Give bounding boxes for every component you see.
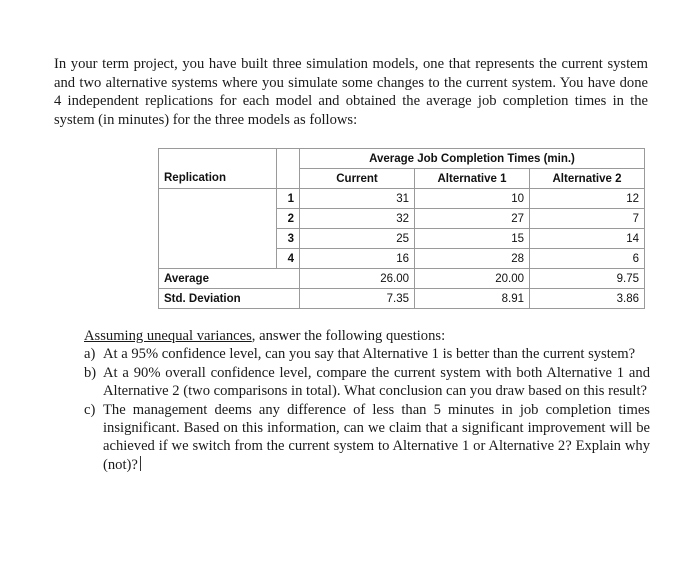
question-text: At a 90% overall confidence level, compare the current system with both Alternative 1 and Alternative 2 (two comparisons in total). What conclusion can you draw based on this result? [103, 364, 650, 400]
column-header-alternative-2: Alternative 2 [530, 169, 645, 189]
question-text: At a 95% confidence level, can you say that Alternative 1 is better than the current system? [103, 346, 636, 363]
question-list [84, 345, 650, 474]
table-cell: 8.91 [415, 289, 530, 309]
replication-number: 4 [277, 249, 300, 269]
table-cell: 26.00 [300, 269, 415, 289]
questions-section [84, 327, 650, 474]
table-row [159, 249, 645, 269]
table-cell: 7.35 [300, 289, 415, 309]
table-group-header-row [159, 149, 645, 169]
question-c [84, 401, 650, 475]
replication-number: 1 [277, 189, 300, 209]
table-cell: 31 [300, 189, 415, 209]
question-b [84, 364, 650, 401]
question-label: c) [84, 401, 96, 418]
table-cell: 27 [415, 209, 530, 229]
table-row [159, 189, 645, 209]
table-cell: 16 [300, 249, 415, 269]
table-cell: 32 [300, 209, 415, 229]
table-column-header-row [159, 169, 645, 189]
average-label: Average [159, 269, 300, 289]
std-deviation-label: Std. Deviation [159, 289, 300, 309]
assumption-line [84, 327, 650, 345]
table-cell: 20.00 [415, 269, 530, 289]
table-cell: 28 [415, 249, 530, 269]
table-cell: 3.86 [530, 289, 645, 309]
table-cell: 7 [530, 209, 645, 229]
table-row [159, 209, 645, 229]
question-text: The management deems any difference of less than 5 minutes in job completion times insignificant. Based on this information, can we claim that a significant improvement will be achieved if we switch from the current system to Alternative 1 or Alternative 2? Explain why (not)? [103, 401, 650, 473]
replication-number: 2 [277, 209, 300, 229]
table-cell: 9.75 [530, 269, 645, 289]
table-cell: 25 [300, 229, 415, 249]
completion-times-table [158, 148, 645, 309]
assumption-rest: , answer the following questions: [251, 328, 446, 344]
replication-number: 3 [277, 229, 300, 249]
table-row [159, 229, 645, 249]
intro-paragraph: In your term project, you have built three simulation models, one that represents the current system and two alternative systems where you simulate some changes to the current system. You have done 4 independent replications for each model and obtained the average job completion times in the system (in minutes) for the three models as follows: [54, 56, 648, 128]
replication-header: Replication [159, 169, 277, 189]
table-summary-row [159, 289, 645, 309]
column-header-current: Current [300, 169, 415, 189]
table-cell: 12 [530, 189, 645, 209]
table-summary-row [159, 269, 645, 289]
group-header: Average Job Completion Times (min.) [300, 149, 645, 169]
question-label: a) [84, 346, 96, 363]
column-header-alternative-1: Alternative 1 [415, 169, 530, 189]
table-cell: 14 [530, 229, 645, 249]
question-label: b) [84, 364, 97, 381]
table-cell: 15 [415, 229, 530, 249]
assumption-underlined: Assuming unequal variances [84, 328, 252, 344]
text-cursor [140, 456, 141, 471]
question-a [84, 345, 650, 363]
table-cell: 6 [530, 249, 645, 269]
table-cell: 10 [415, 189, 530, 209]
